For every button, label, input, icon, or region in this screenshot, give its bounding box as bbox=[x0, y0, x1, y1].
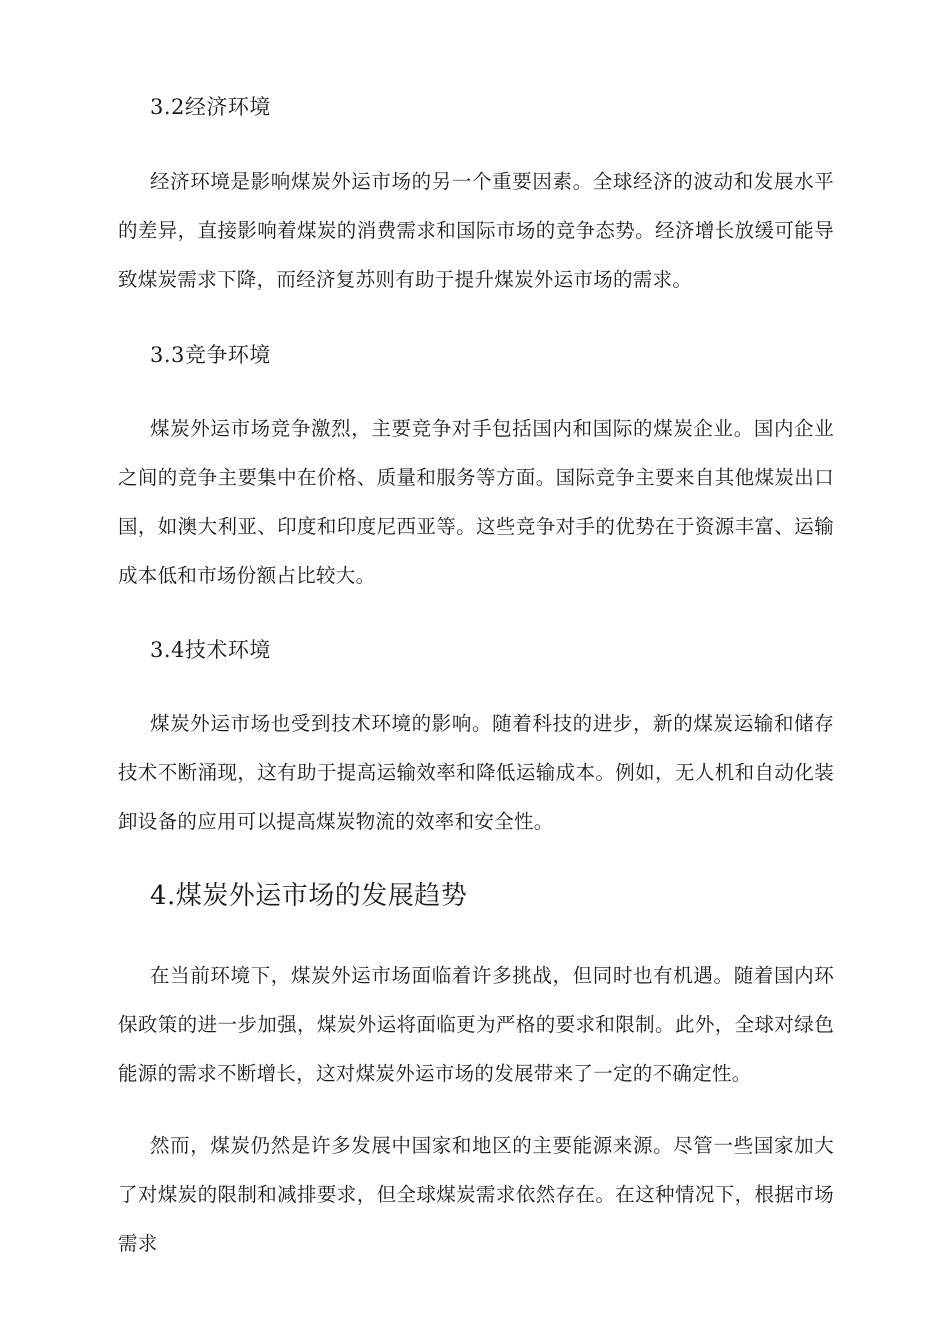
paragraph-technology: 煤炭外运市场也受到技术环境的影响。随着科技的进步，新的煤炭运输和储存技术不断涌现，这有助于提高运输效率和降低运输成本。例如，无人机和自动化装卸设备的应用可以提高煤炭物流的效率和安全性。 bbox=[118, 712, 834, 833]
paragraph-economic: 经济环境是影响煤炭外运市场的另一个重要因素。全球经济的波动和发展水平的差异，直接影响着煤炭的消费需求和国际市场的竞争态势。经济增长放缓可能导致煤炭需求下降，而经济复苏则有助于提升煤炭外运市场的需求。 bbox=[118, 170, 834, 291]
paragraph-trends-2: 然而，煤炭仍然是许多发展中国家和地区的主要能源来源。尽管一些国家加大了对煤炭的限制和减排要求，但全球煤炭需求依然存在。在这种情况下，根据市场需求 bbox=[118, 1134, 834, 1255]
paragraph-competition: 煤炭外运市场竞争激烈，主要竞争对手包括国内和国际的煤炭企业。国内企业之间的竞争主要集中在价格、质量和服务等方面。国际竞争主要来自其他煤炭出口国，如澳大利亚、印度和印度尼西亚等。这些竞争对手的优势在于资源丰富、运输成本低和市场份额占比较大。 bbox=[118, 417, 834, 587]
paragraph-trends-1: 在当前环境下，煤炭外运市场面临着许多挑战，但同时也有机遇。随着国内环保政策的进一步加强，煤炭外运将面临更为严格的要求和限制。此外，全球对绿色能源的需求不断增长，这对煤炭外运市场的发展带来了一定的不确定性。 bbox=[118, 964, 834, 1085]
section-heading-economic: 3.2经济环境 bbox=[150, 95, 271, 119]
section-heading-technology: 3.4技术环境 bbox=[150, 638, 271, 662]
section-heading-competition: 3.3竞争环境 bbox=[150, 343, 271, 367]
section-heading-trends: 4.煤炭外运市场的发展趋势 bbox=[150, 881, 468, 911]
